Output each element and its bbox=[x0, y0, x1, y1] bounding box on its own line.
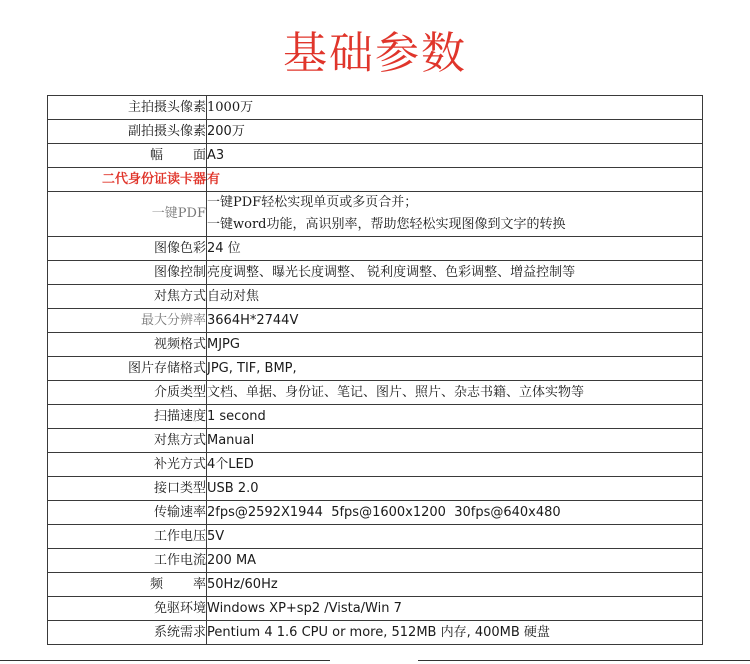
row-label: 补光方式 bbox=[48, 453, 207, 477]
row-label: 对焦方式 bbox=[48, 429, 207, 453]
row-value bbox=[207, 192, 703, 237]
row-label: 一键PDF bbox=[48, 192, 207, 237]
row-label: 工作电流 bbox=[48, 549, 207, 573]
table-row bbox=[48, 477, 703, 501]
table-row bbox=[48, 285, 703, 309]
table-row bbox=[48, 429, 703, 453]
row-label: 最大分辨率 bbox=[48, 309, 207, 333]
row-label-part: 率 bbox=[192, 576, 206, 592]
table-row bbox=[48, 168, 703, 192]
table-row bbox=[48, 237, 703, 261]
row-label-part: 频 bbox=[149, 576, 163, 592]
row-value: MJPG bbox=[207, 333, 703, 357]
row-value: 4个LED bbox=[207, 453, 703, 477]
row-label: 视频格式 bbox=[48, 333, 207, 357]
row-label: 图片存储格式 bbox=[48, 357, 207, 381]
table-row bbox=[48, 621, 703, 645]
table-row bbox=[48, 549, 703, 573]
row-label bbox=[48, 573, 207, 597]
row-label: 二代身份证读卡器 bbox=[48, 168, 207, 192]
row-label: 主拍摄头像素 bbox=[48, 96, 207, 120]
row-value: 200 MA bbox=[207, 549, 703, 573]
spec-table bbox=[47, 95, 703, 645]
table-row bbox=[48, 333, 703, 357]
row-label: 工作电压 bbox=[48, 525, 207, 549]
table-row bbox=[48, 309, 703, 333]
row-value: 自动对焦 bbox=[207, 285, 703, 309]
page-title: 基础参数 bbox=[283, 28, 467, 79]
table-row bbox=[48, 144, 703, 168]
table-row bbox=[48, 381, 703, 405]
row-value: JPG, TIF, BMP, bbox=[207, 357, 703, 381]
row-value: 24 位 bbox=[207, 237, 703, 261]
table-row bbox=[48, 120, 703, 144]
row-label: 副拍摄头像素 bbox=[48, 120, 207, 144]
bottom-divider-left bbox=[0, 660, 330, 661]
row-value: Manual bbox=[207, 429, 703, 453]
row-value: USB 2.0 bbox=[207, 477, 703, 501]
table-row bbox=[48, 405, 703, 429]
table-row bbox=[48, 573, 703, 597]
row-value: 2fps@2592X1944 5fps@1600x1200 30fps@640x480 bbox=[207, 501, 703, 525]
row-label: 图像色彩 bbox=[48, 237, 207, 261]
bottom-divider-right bbox=[418, 660, 750, 661]
table-row bbox=[48, 192, 703, 237]
row-label-part: 幅 bbox=[149, 147, 163, 163]
row-value: 1 second bbox=[207, 405, 703, 429]
row-value-line: 一键PDF轻松实现单页或多页合并； bbox=[207, 195, 418, 210]
row-value: 3664H*2744V bbox=[207, 309, 703, 333]
row-label: 对焦方式 bbox=[48, 285, 207, 309]
row-value: A3 bbox=[207, 144, 703, 168]
row-value: 5V bbox=[207, 525, 703, 549]
table-row bbox=[48, 96, 703, 120]
table-row bbox=[48, 261, 703, 285]
table-row bbox=[48, 525, 703, 549]
row-value: 50Hz/60Hz bbox=[207, 573, 703, 597]
row-label: 系统需求 bbox=[48, 621, 207, 645]
row-label: 介质类型 bbox=[48, 381, 207, 405]
table-row bbox=[48, 357, 703, 381]
row-label: 免驱环境 bbox=[48, 597, 207, 621]
table-row bbox=[48, 453, 703, 477]
row-value: 文档、单据、身份证、笔记、图片、照片、杂志书籍、立体实物等 bbox=[207, 381, 703, 405]
row-value-line: 一键word功能，高识别率，帮助您轻松实现图像到文字的转换 bbox=[207, 217, 566, 232]
row-label: 扫描速度 bbox=[48, 405, 207, 429]
row-label: 图像控制 bbox=[48, 261, 207, 285]
row-value: 有 bbox=[207, 168, 703, 192]
table-row bbox=[48, 501, 703, 525]
table-row bbox=[48, 597, 703, 621]
row-value: 1000万 bbox=[207, 96, 703, 120]
row-value: 亮度调整、曝光长度调整、 锐利度调整、色彩调整、增益控制等 bbox=[207, 261, 703, 285]
row-value: Pentium 4 1.6 CPU or more, 512MB 内存, 400MB 硬盘 bbox=[207, 621, 703, 645]
row-label: 接口类型 bbox=[48, 477, 207, 501]
row-label: 传输速率 bbox=[48, 501, 207, 525]
row-value: Windows XP+sp2 /Vista/Win 7 bbox=[207, 597, 703, 621]
row-label-part: 面 bbox=[192, 147, 206, 163]
row-value: 200万 bbox=[207, 120, 703, 144]
row-label bbox=[48, 144, 207, 168]
